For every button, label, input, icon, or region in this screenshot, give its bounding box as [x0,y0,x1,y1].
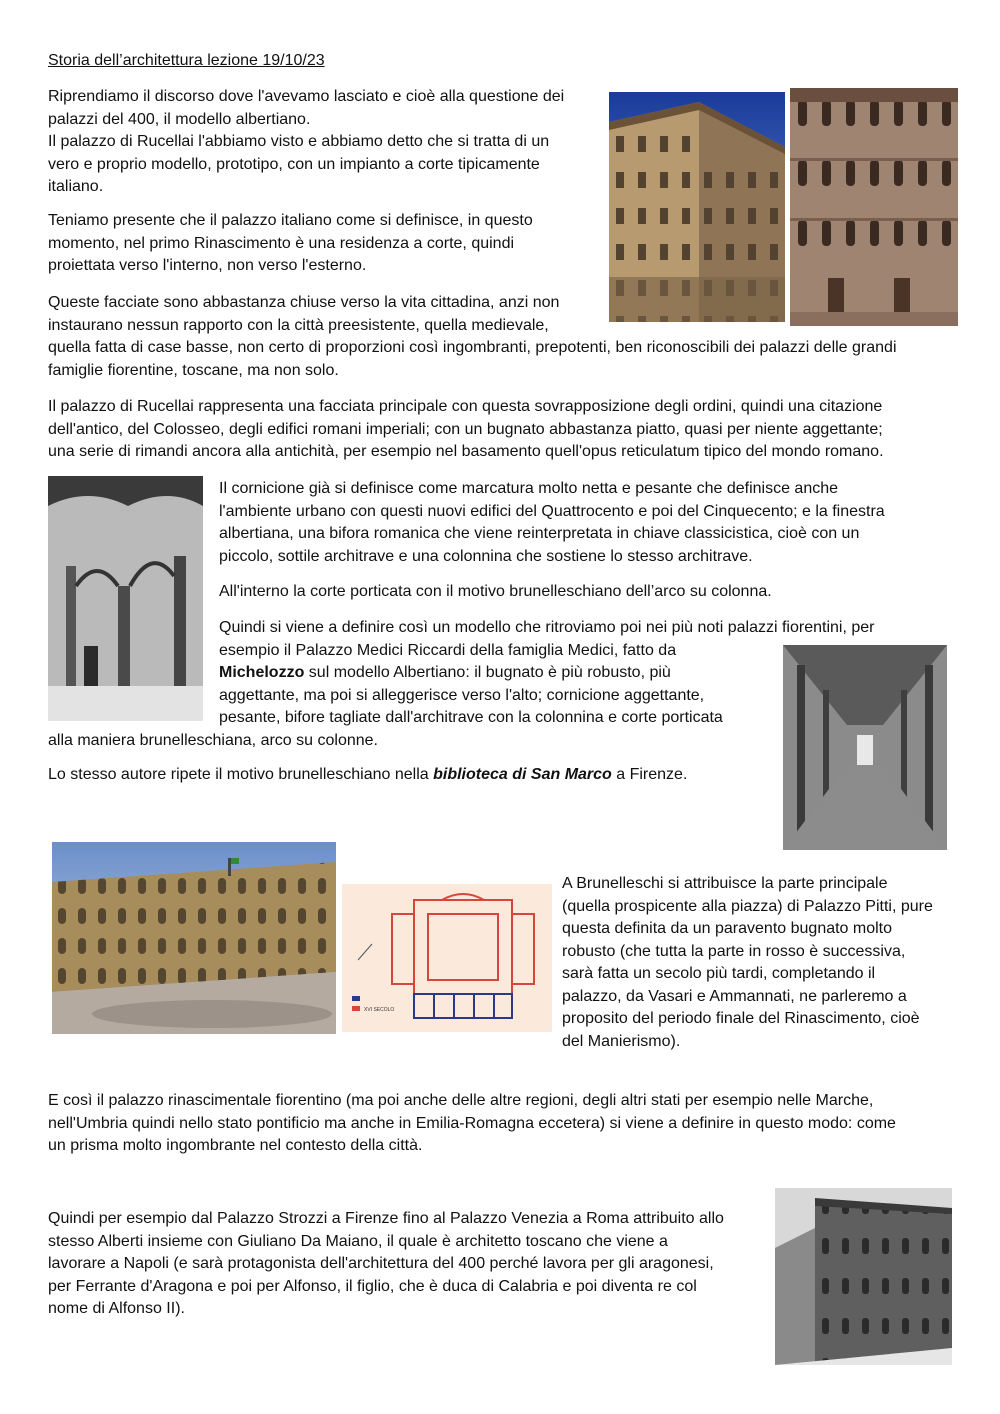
text-line: aggettante, ma poi si alleggerisce verso l'alto; cornicione aggettante, [219,686,705,704]
text-line: nell'Umbria quindi nello stato pontificio ma anche in Emilia-Romagna eccetera) si viene a definire in questo modo: come [48,1114,896,1132]
text-line: Quindi per esempio dal Palazzo Strozzi a Firenze fino al Palazzo Venezia a Roma attribuito allo [48,1210,724,1227]
paragraph-pitti [562,873,962,1053]
text-line: esempio il Palazzo Medici Riccardi della famiglia Medici, fatto da [219,641,677,659]
text-line: A Brunelleschi si attribuisce la parte principale [562,875,888,892]
text-line: Teniamo presente che il palazzo italiano come si definisce, in questo [48,212,533,229]
photo-palazzo-pitti [52,842,336,1034]
photo-palazzo-facade [790,88,958,326]
floor-plan-diagram [342,884,552,1032]
paragraph-rucellai [48,396,958,464]
text-line: robusto (che tutta la parte in rosso è successiva, [562,942,906,960]
text-line: dell'antico, del Colosseo, degli edifici romani imperiali; con un bugnato abbastanza piatto, quasi per niente aggettante; [48,420,883,438]
paragraph-prism [48,1090,958,1158]
text-line: palazzi del 400, il modello albertiano. [48,110,311,128]
photo-palazzo-strozzi [775,1188,952,1365]
plan-legend-label: XVI SECOLO [364,1007,395,1013]
text-line: piccolo, sottile architrave e una colonnina che sostiene lo stesso architrave. [219,547,753,565]
text-line: per Ferrante d'Aragona e poi per Alfonso, il figlio, che è duca di Calabria e poi diventa re col [48,1277,697,1295]
photo-courtyard [48,476,203,721]
paragraph-intro [48,86,608,199]
photo-library [783,645,947,850]
text-span: Lo stesso autore ripete il motivo brunelleschiano nella [48,766,434,783]
text-line: Il palazzo di Rucellai rappresenta una facciata principale con questa sovrapposizione degli ordini, quindi una citazione [48,398,883,415]
text-line: una serie di rimandi ancora alla antichità, per esempio nel basamento quell'opus reticulatum tipico del mondo romano. [48,443,884,460]
text-line: (quella prospicente alla piazza) di Palazzo Pitti, pure [562,897,933,915]
paragraph-residence [48,210,608,278]
text-span: a Firenze. [611,766,688,783]
text-line: E così il palazzo rinascimentale fiorentino (ma poi anche delle altre regioni, degli altri stati per esempio nelle Marche, [48,1092,874,1109]
bold-text: Michelozzo [219,664,305,681]
page-title: Storia dell’architettura lezione 19/10/23 [48,52,325,69]
text-line: questa definita da un paravento bugnato molto [562,920,893,937]
text-line: stesso Alberti insieme con Giuliano Da Maiano, il quale è architetto toscano che viene a [48,1232,668,1250]
text-line: Queste facciate sono abbastanza chiuse verso la vita cittadina, anzi non [48,294,560,311]
text-line: Il cornicione già si definisce come marcatura molto netta e pesante che definisce anche [219,480,839,497]
text-span: sul modello Albertiano: il bugnato è più robusto, più [304,664,671,681]
text-line: alla maniera brunelleschiana, arco su colonne. [48,731,378,749]
bold-italic-text: biblioteca di San Marco [433,766,612,783]
text-line: Riprendiamo il discorso dove l'avevamo lasciato e cioè alla questione dei [48,88,565,105]
text-line: nome di Alfonso II). [48,1300,185,1317]
text-line: albertiana, una bifora romanica che viene reinterpretata in chiave classicistica, cioè con un [219,525,860,542]
paragraph-san-marco [48,764,768,787]
text-line: sarà fatta un secolo più tardi, completando il [562,965,876,982]
text-line: un prisma molto ingombrante nel contesto della città. [48,1137,423,1154]
text-line: instaurano nessun rapporto con la città preesistente, quella medievale, [48,316,549,334]
text-line: Il palazzo di Rucellai l'abbiamo visto e abbiamo detto che si tratta di un [48,133,550,150]
paragraph-strozzi [48,1208,768,1321]
text-line: famiglie fiorentine, toscane, ma non solo. [48,361,339,379]
text-line: pesante, bifore tagliate dall'architrave con la colonnina e corte porticata [219,709,723,726]
text-line: proiettata verso l'interno, non verso l'esterno. [48,257,367,274]
text-line: lavorare a Napoli (e sarà protagonista dell'architettura del 400 perché lavora per gli aragonesi, [48,1255,714,1272]
text-line: italiano. [48,178,104,195]
text-line: del Manierismo). [562,1032,681,1050]
text-line: proposito del periodo finale del Rinascimento, cioè [562,1010,920,1027]
text-line: l'ambiente urbano con questi nuovi edifici del Quattrocento e poi del Cinquecento; e la finestra [219,502,885,520]
text-line: quella fatta di case basse, non certo di proporzioni così ingombranti, prepotenti, ben riconoscibili dei palazzi delle grandi [48,339,897,356]
text-line: momento, nel primo Rinascimento è una residenza a corte, quindi [48,234,515,252]
text-line: vero e proprio modello, prototipo, con un impianto a corte tipicamente [48,155,540,173]
paragraph-courtyard: All'interno la corte porticata con il motivo brunelleschiano dell’arco su colonna. [219,583,772,600]
photo-palazzo-corner [609,92,785,322]
paragraph-cornice [219,478,959,568]
text-line: palazzo, da Vasari e Ammannati, ne parleremo a [562,987,907,1005]
text-line: Quindi si viene a definire così un modello che ritroviamo poi nei più noti palazzi fiorentini, per [219,619,875,636]
